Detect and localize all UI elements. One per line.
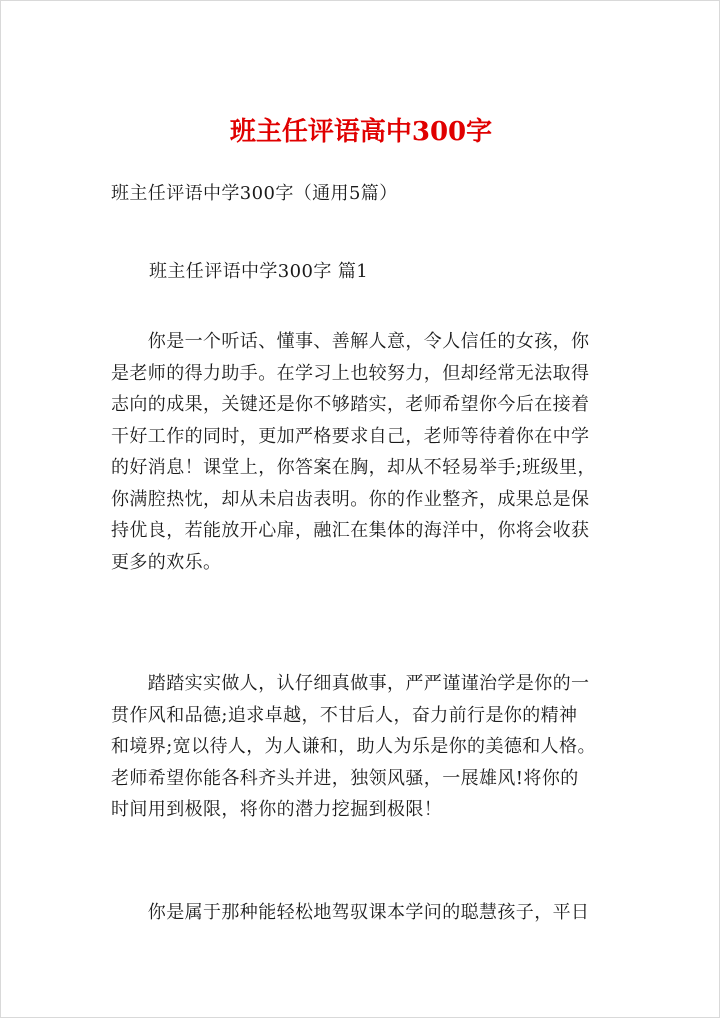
paragraph-line: 你是属于那种能轻松地驾驭课本学问的聪慧孩子，平日 (111, 902, 590, 923)
paragraph-3 (111, 897, 631, 929)
paragraph-line: 你满腔热忱，却从未启齿表明。你的作业整齐，成果总是保 (111, 488, 590, 510)
paragraph-2 (111, 668, 631, 826)
paragraph-line: 志向的成果，关键还是你不够踏实，老师希望你今后在接着 (111, 394, 590, 415)
paragraph-line: 你是一个听话、懂事、善解人意，令人信任的女孩，你 (111, 331, 590, 352)
document-title: 班主任评语高中300字 (229, 117, 493, 147)
paragraph-line: 贯作风和品德;追求卓越，不甘后人，奋力前行是你的精神 (111, 704, 578, 726)
paragraph-line: 的好消息！课堂上，你答案在胸，却从不轻易举手;班级里， (111, 457, 596, 478)
document-subtitle: 班主任评语中学300字（通用5篇） (111, 183, 398, 204)
paragraph-line: 和境界;宽以待人，为人谦和，助人为乐是你的美德和人格。 (111, 736, 596, 757)
paragraph-line: 时间用到极限，将你的潜力挖掘到极限！ (111, 799, 443, 820)
paragraph-line: 是老师的得力助手。在学习上也较努力，但却经常无法取得 (111, 362, 590, 384)
paragraph-line: 干好工作的同时，更加严格要求自己，老师等待着你在中学 (111, 425, 590, 447)
paragraph-line: 持优良，若能放开心扉，融汇在集体的海洋中，你将会收获 (111, 520, 590, 541)
paragraph-1 (111, 326, 631, 578)
section-heading: 班主任评语中学300字 篇1 (149, 261, 369, 282)
paragraph-line: 更多的欢乐。 (111, 551, 222, 573)
paragraph-line: 老师希望你能各科齐头并进，独领风骚，一展雄风!将你的 (111, 767, 579, 789)
paragraph-line: 踏踏实实做人，认仔细真做事，严严谨谨治学是你的一 (111, 673, 590, 694)
